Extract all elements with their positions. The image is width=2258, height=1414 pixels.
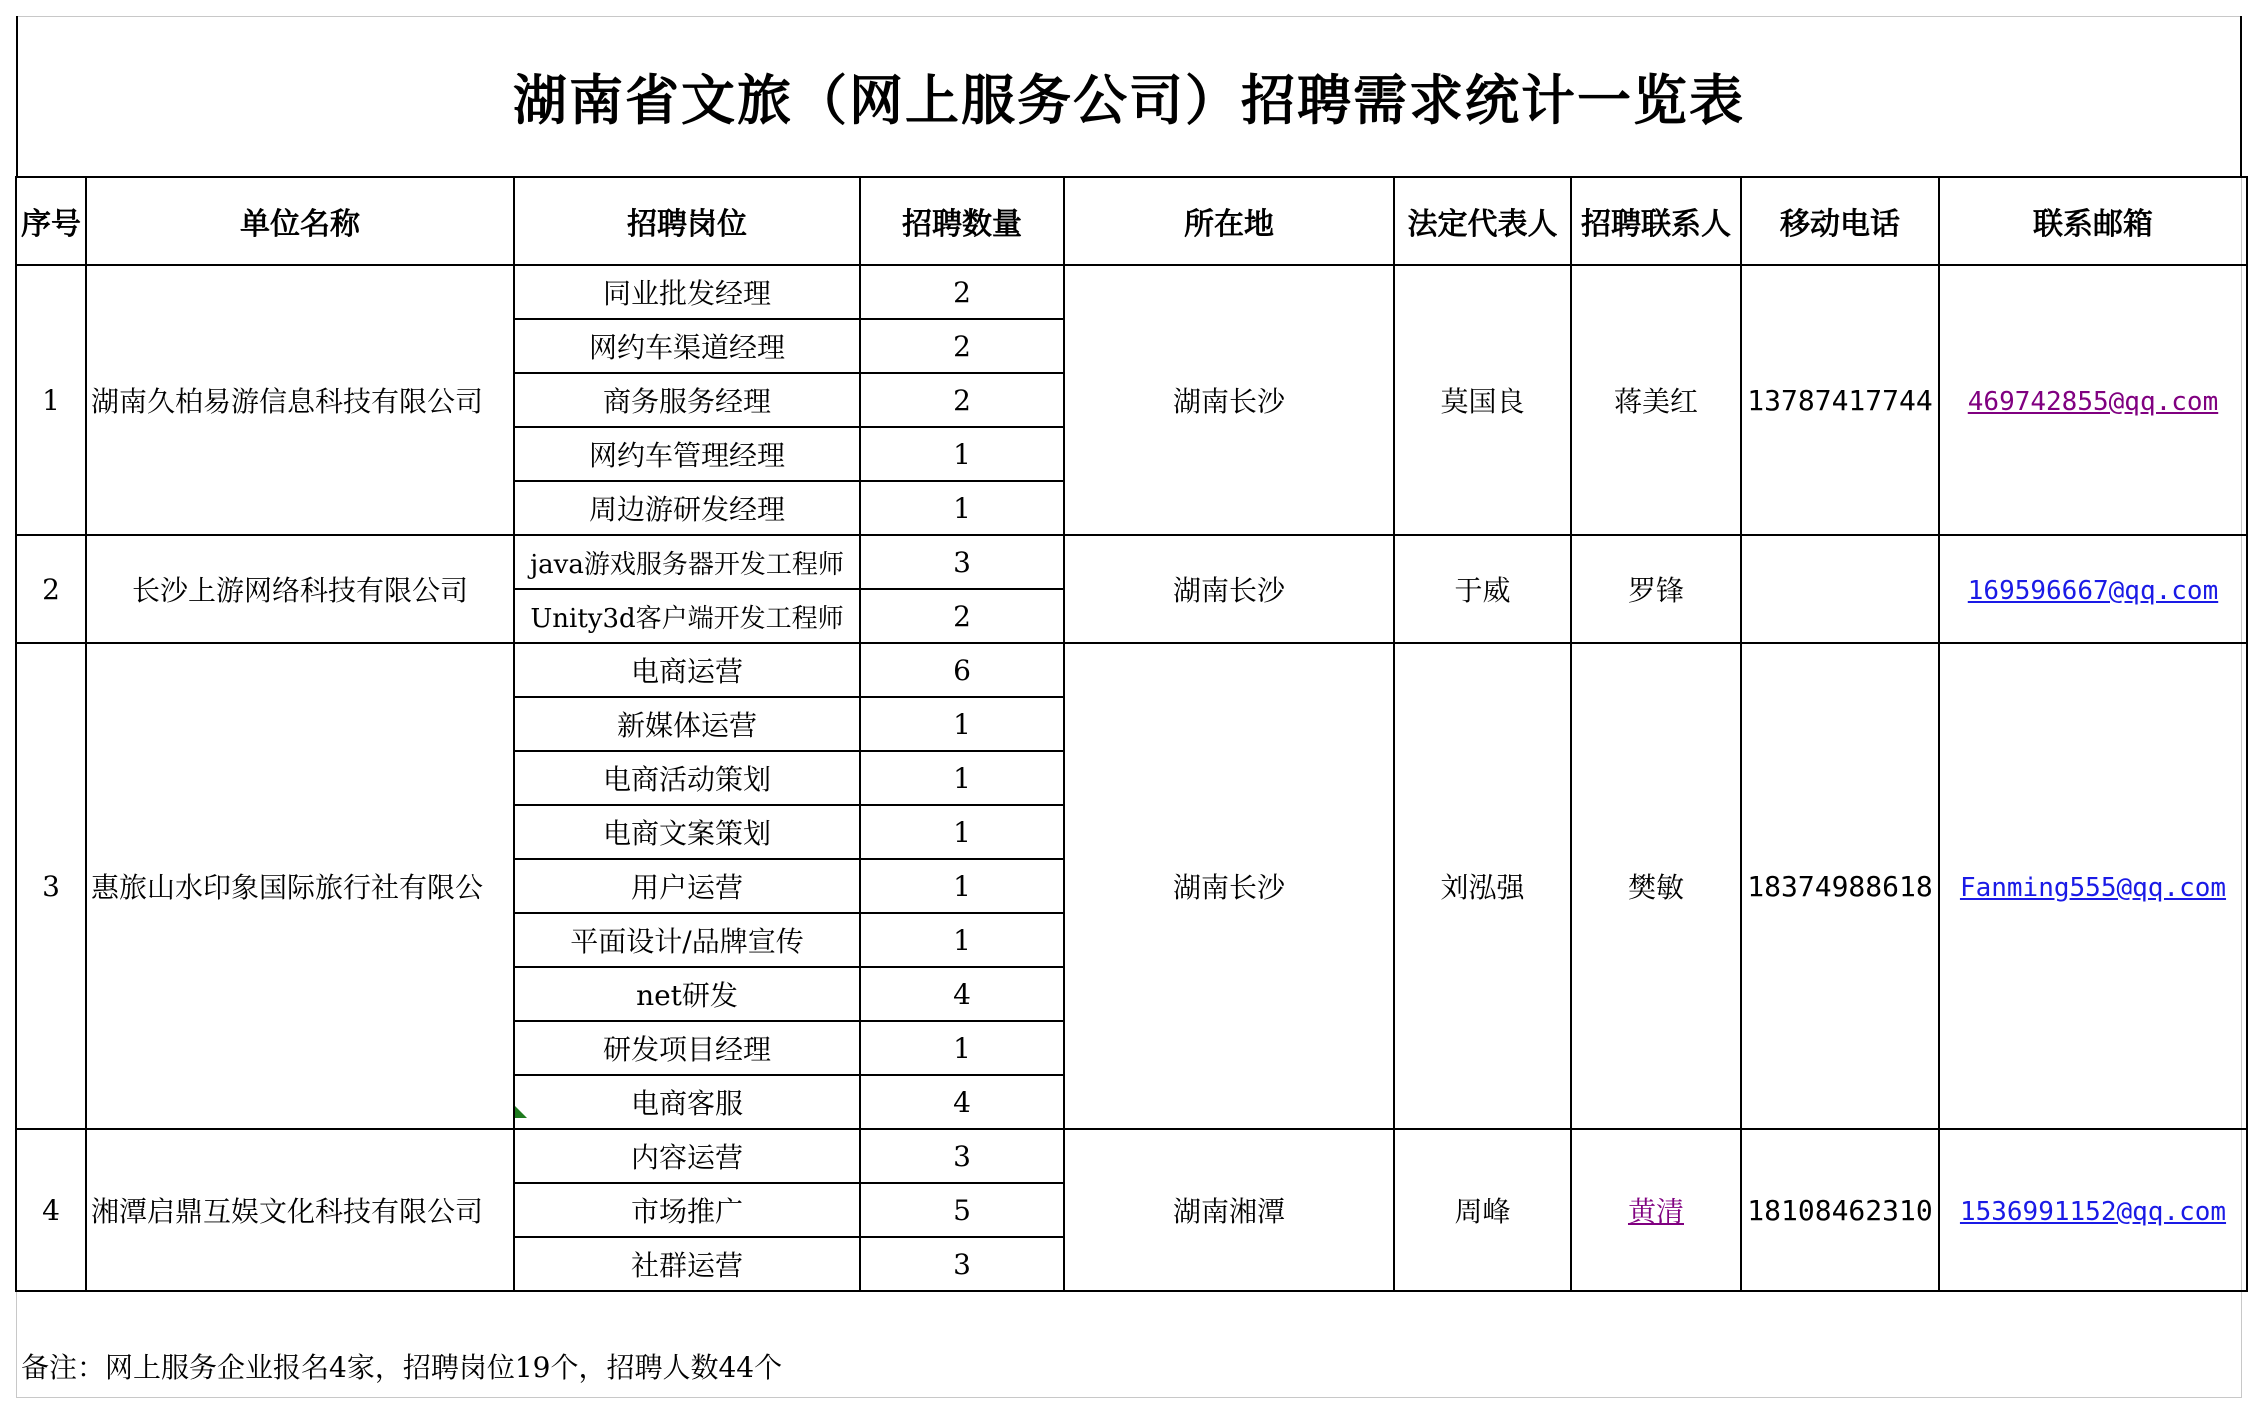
count-cell[interactable]: 1: [860, 859, 1064, 913]
index-cell[interactable]: 2: [16, 535, 86, 643]
legal-rep-cell[interactable]: 莫国良: [1394, 265, 1571, 535]
company-name-cell[interactable]: 惠旅山水印象国际旅行社有限公: [86, 643, 514, 1129]
header-contact[interactable]: 招聘联系人: [1571, 177, 1741, 265]
recruitment-table: [15, 176, 2248, 1292]
email-cell[interactable]: [1939, 265, 2247, 535]
count-cell[interactable]: 1: [860, 697, 1064, 751]
position-cell[interactable]: 用户运营: [514, 859, 860, 913]
index-cell[interactable]: 3: [16, 643, 86, 1129]
header-company[interactable]: 单位名称: [86, 177, 514, 265]
note-cell[interactable]: [15, 1334, 2242, 1398]
count-cell[interactable]: 2: [860, 589, 1064, 643]
contact-cell[interactable]: [1571, 1129, 1741, 1291]
position-cell[interactable]: 网约车管理经理: [514, 427, 860, 481]
count-cell[interactable]: 3: [860, 1237, 1064, 1291]
position-cell[interactable]: 社群运营: [514, 1237, 860, 1291]
position-cell[interactable]: 平面设计/品牌宣传: [514, 913, 860, 967]
position-cell[interactable]: 市场推广: [514, 1183, 860, 1237]
count-cell[interactable]: 1: [860, 913, 1064, 967]
phone-cell[interactable]: 13787417744: [1741, 265, 1939, 535]
phone-cell[interactable]: [1741, 535, 1939, 643]
count-cell[interactable]: 6: [860, 643, 1064, 697]
title-cell[interactable]: [16, 16, 2242, 176]
count-cell[interactable]: 3: [860, 1129, 1064, 1183]
email-link[interactable]: 1536991152@qq.com: [1959, 1196, 2227, 1227]
header-row: [16, 177, 2247, 265]
count-cell[interactable]: 1: [860, 805, 1064, 859]
table-row: [16, 265, 2247, 319]
position-cell[interactable]: 内容运营: [514, 1129, 860, 1183]
contact-cell[interactable]: 蒋美红: [1571, 265, 1741, 535]
header-count[interactable]: 招聘数量: [860, 177, 1064, 265]
page-title: 湖南省文旅（网上服务公司）招聘需求统计一览表: [513, 68, 1745, 132]
position-cell[interactable]: 商务服务经理: [514, 373, 860, 427]
position-cell[interactable]: 电商客服: [514, 1075, 860, 1129]
company-name-cell[interactable]: 湖南久柏易游信息科技有限公司: [86, 265, 514, 535]
table-row: [16, 535, 2247, 589]
location-cell[interactable]: 湖南湘潭: [1064, 1129, 1394, 1291]
count-cell[interactable]: 1: [860, 427, 1064, 481]
contact-link[interactable]: 黄清: [1627, 1195, 1684, 1228]
position-cell[interactable]: 电商活动策划: [514, 751, 860, 805]
position-cell[interactable]: 电商运营: [514, 643, 860, 697]
note-text: 备注：网上服务企业报名4家，招聘岗位19个，招聘人数44个: [21, 1351, 783, 1384]
count-cell[interactable]: 4: [860, 967, 1064, 1021]
email-link[interactable]: 169596667@qq.com: [1967, 575, 2219, 606]
contact-cell[interactable]: 罗锋: [1571, 535, 1741, 643]
count-cell[interactable]: 3: [860, 535, 1064, 589]
email-link[interactable]: Fanming555@qq.com: [1959, 872, 2227, 903]
contact-cell[interactable]: 樊敏: [1571, 643, 1741, 1129]
location-cell[interactable]: 湖南长沙: [1064, 643, 1394, 1129]
email-cell[interactable]: [1939, 643, 2247, 1129]
position-cell[interactable]: java游戏服务器开发工程师: [514, 535, 860, 589]
count-cell[interactable]: 2: [860, 319, 1064, 373]
count-cell[interactable]: 5: [860, 1183, 1064, 1237]
count-cell[interactable]: 2: [860, 373, 1064, 427]
location-cell[interactable]: 湖南长沙: [1064, 265, 1394, 535]
legal-rep-cell[interactable]: 刘泓强: [1394, 643, 1571, 1129]
index-cell[interactable]: 4: [16, 1129, 86, 1291]
email-cell[interactable]: [1939, 1129, 2247, 1291]
count-cell[interactable]: 1: [860, 481, 1064, 535]
count-cell[interactable]: 1: [860, 1021, 1064, 1075]
phone-cell[interactable]: 18374988618: [1741, 643, 1939, 1129]
phone-cell[interactable]: 18108462310: [1741, 1129, 1939, 1291]
position-cell[interactable]: net研发: [514, 967, 860, 1021]
position-cell[interactable]: 网约车渠道经理: [514, 319, 860, 373]
table-row: [16, 643, 2247, 697]
count-cell[interactable]: 4: [860, 1075, 1064, 1129]
location-cell[interactable]: 湖南长沙: [1064, 535, 1394, 643]
count-cell[interactable]: 2: [860, 265, 1064, 319]
position-cell[interactable]: 同业批发经理: [514, 265, 860, 319]
company-name-cell[interactable]: 长沙上游网络科技有限公司: [86, 535, 514, 643]
email-cell[interactable]: [1939, 535, 2247, 643]
header-index[interactable]: 序号: [16, 177, 86, 265]
position-cell[interactable]: 新媒体运营: [514, 697, 860, 751]
header-email[interactable]: 联系邮箱: [1939, 177, 2247, 265]
comment-marker-icon[interactable]: [515, 1106, 527, 1118]
table-row: [16, 1129, 2247, 1183]
position-cell[interactable]: 周边游研发经理: [514, 481, 860, 535]
position-cell[interactable]: 电商文案策划: [514, 805, 860, 859]
email-link[interactable]: 469742855@qq.com: [1967, 386, 2219, 417]
company-name-cell[interactable]: 湘潭启鼎互娱文化科技有限公司: [86, 1129, 514, 1291]
legal-rep-cell[interactable]: 于威: [1394, 535, 1571, 643]
header-location[interactable]: 所在地: [1064, 177, 1394, 265]
count-cell[interactable]: 1: [860, 751, 1064, 805]
header-legal-rep[interactable]: 法定代表人: [1394, 177, 1571, 265]
legal-rep-cell[interactable]: 周峰: [1394, 1129, 1571, 1291]
position-cell[interactable]: 研发项目经理: [514, 1021, 860, 1075]
position-cell[interactable]: Unity3d客户端开发工程师: [514, 589, 860, 643]
index-cell[interactable]: 1: [16, 265, 86, 535]
header-phone[interactable]: 移动电话: [1741, 177, 1939, 265]
header-position[interactable]: 招聘岗位: [514, 177, 860, 265]
